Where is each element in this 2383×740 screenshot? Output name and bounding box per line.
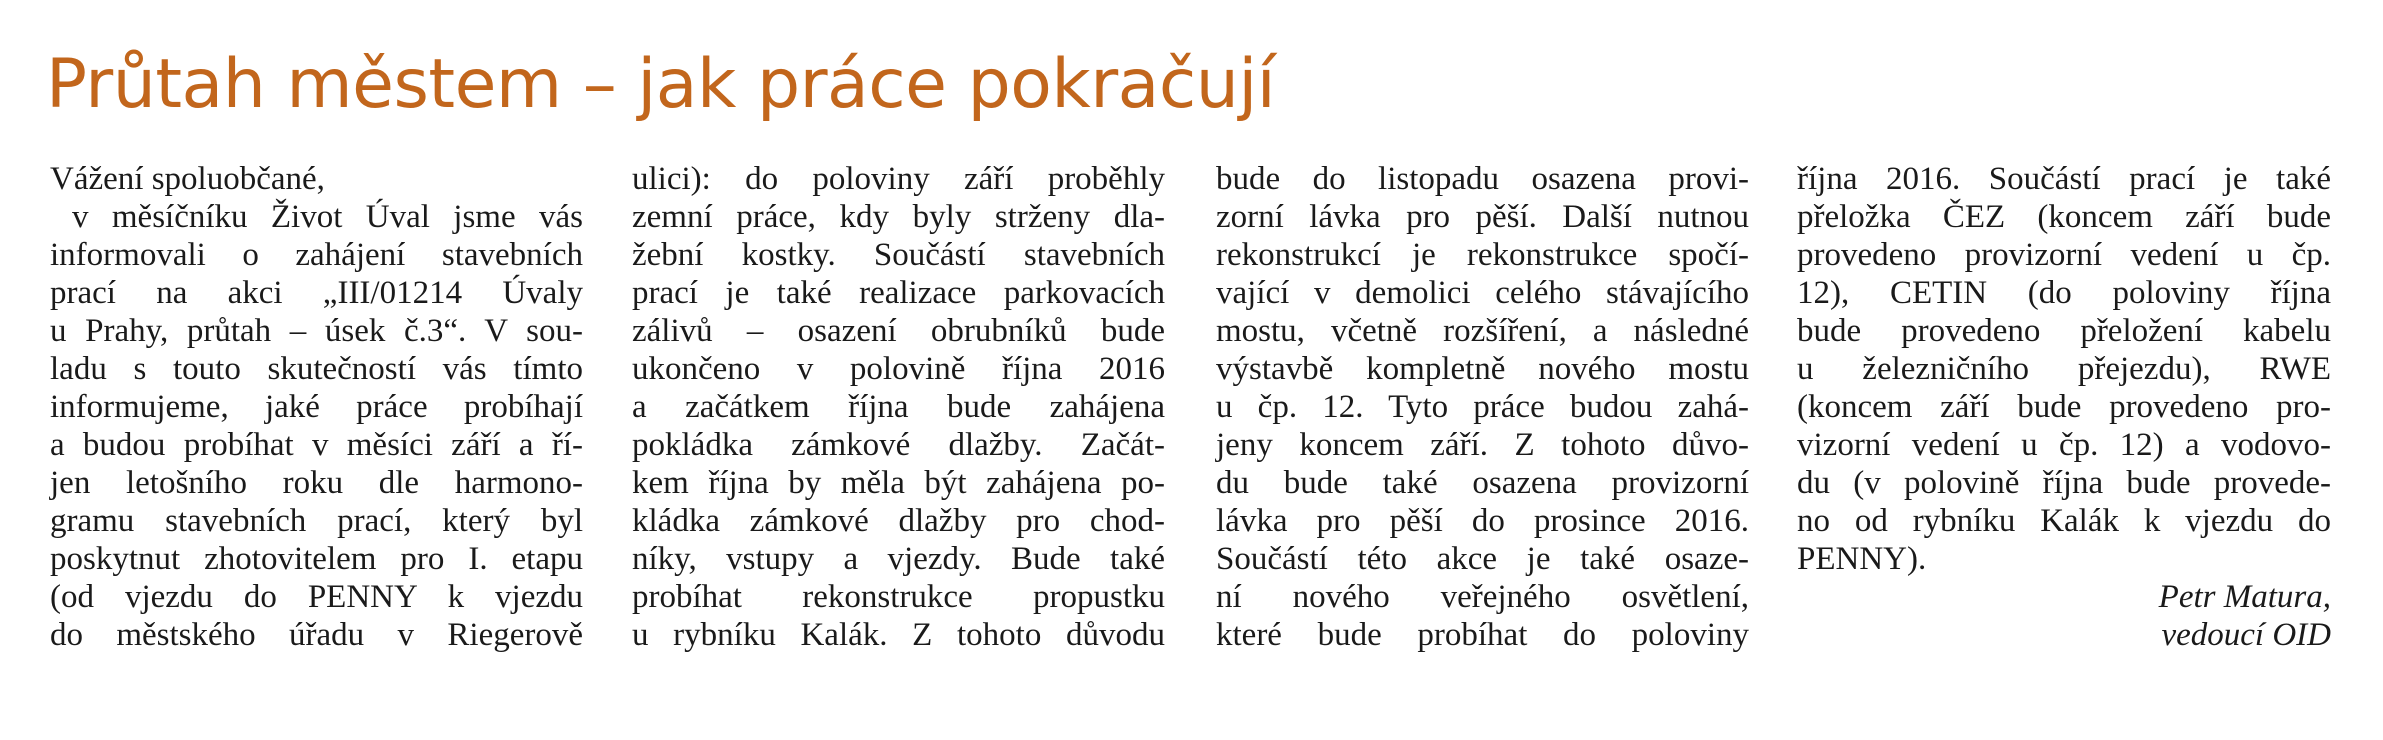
- text-line: jen letošního roku dle harmono-: [50, 465, 583, 501]
- text-line: zemní práce, kdy byly strženy dla-: [632, 199, 1165, 235]
- text-line: prací je také realizace parkovacích: [632, 275, 1165, 311]
- text-line: gramu stavebních prací, který byl: [50, 503, 583, 539]
- text-line: žební kostky. Součástí stavebních: [632, 237, 1165, 273]
- text-line: u Prahy, průtah – úsek č.3“. V sou-: [50, 313, 583, 349]
- text-line: u železničního přejezdu), RWE: [1797, 351, 2331, 387]
- text-line: (od vjezdu do PENNY k vjezdu: [50, 579, 583, 615]
- text-line: prací na akci „III/01214 Úvaly: [50, 275, 583, 311]
- text-line: PENNY).: [1797, 541, 1927, 577]
- text-line: a budou probíhat v měsíci září a ří-: [50, 427, 583, 463]
- text-line: a začátkem října bude zahájena: [632, 389, 1165, 425]
- text-line: ukončeno v polovině října 2016: [632, 351, 1165, 387]
- text-line: no od rybníku Kalák k vjezdu do: [1797, 503, 2331, 539]
- text-line: kládka zámkové dlažby pro chod-: [632, 503, 1165, 539]
- text-line: přeložka ČEZ (koncem září bude: [1797, 199, 2331, 235]
- text-line: jeny koncem září. Z tohoto důvo-: [1216, 427, 1749, 463]
- text-line: které bude probíhat do poloviny: [1216, 617, 1749, 653]
- text-line: níky, vstupy a vjezdy. Bude také: [632, 541, 1165, 577]
- text-line: do městského úřadu v Riegerově: [50, 617, 583, 653]
- text-line: du (v polovině října bude provede-: [1797, 465, 2331, 501]
- text-column-3: [1216, 160, 1749, 654]
- text-line: pokládka zámkové dlažby. Začát-: [632, 427, 1165, 463]
- lines-container: [1797, 160, 2331, 578]
- text-line: bude do listopadu osazena provi-: [1216, 161, 1749, 197]
- signature-role: vedoucí OID: [2161, 617, 2331, 653]
- text-line: ulici): do poloviny září proběhly: [632, 161, 1165, 197]
- text-line: provedeno provizorní vedení u čp.: [1797, 237, 2331, 273]
- text-line: lávka pro pěší do prosince 2016.: [1216, 503, 1749, 539]
- text-line: kem října by měla být zahájena po-: [632, 465, 1165, 501]
- text-line: u rybníku Kalák. Z tohoto důvodu: [632, 617, 1165, 653]
- text-line: 12), CETIN (do poloviny října: [1797, 275, 2331, 311]
- text-line: (koncem září bude provedeno pro-: [1797, 389, 2331, 425]
- text-column-2: [632, 160, 1165, 654]
- text-line: vající v demolici celého stávajícího: [1216, 275, 1749, 311]
- text-column-1: [50, 160, 583, 654]
- text-line: u čp. 12. Tyto práce budou zahá-: [1216, 389, 1749, 425]
- text-line: rekonstrukcí je rekonstrukce spočí-: [1216, 237, 1749, 273]
- text-line: výstavbě kompletně nového mostu: [1216, 351, 1749, 387]
- text-line: bude provedeno přeložení kabelu: [1797, 313, 2331, 349]
- text-line: probíhat rekonstrukce propustku: [632, 579, 1165, 615]
- text-line: Součástí této akce je také osaze-: [1216, 541, 1749, 577]
- article-title: Průtah městem – jak práce pokračují: [46, 45, 1276, 124]
- text-line: října 2016. Součástí prací je také: [1797, 161, 2331, 197]
- text-line: Vážení spoluobčané,: [50, 161, 325, 197]
- text-line: du bude také osazena provizorní: [1216, 465, 1749, 501]
- text-line: ladu s touto skutečností vás tímto: [50, 351, 583, 387]
- text-line: vizorní vedení u čp. 12) a vodovo-: [1797, 427, 2331, 463]
- text-line: mostu, včetně rozšíření, a následné: [1216, 313, 1749, 349]
- signature-name: Petr Matura,: [2158, 579, 2331, 615]
- text-line: v měsíčníku Život Úval jsme vás: [72, 199, 583, 235]
- text-line: informujeme, jaké práce probíhají: [50, 389, 583, 425]
- text-line: informovali o zahájení stavebních: [50, 237, 583, 273]
- text-line: zorní lávka pro pěší. Další nutnou: [1216, 199, 1749, 235]
- text-line: poskytnut zhotovitelem pro I. etapu: [50, 541, 583, 577]
- text-column-4: [1797, 160, 2331, 654]
- text-line: ní nového veřejného osvětlení,: [1216, 579, 1749, 615]
- text-line: zálivů – osazení obrubníků bude: [632, 313, 1165, 349]
